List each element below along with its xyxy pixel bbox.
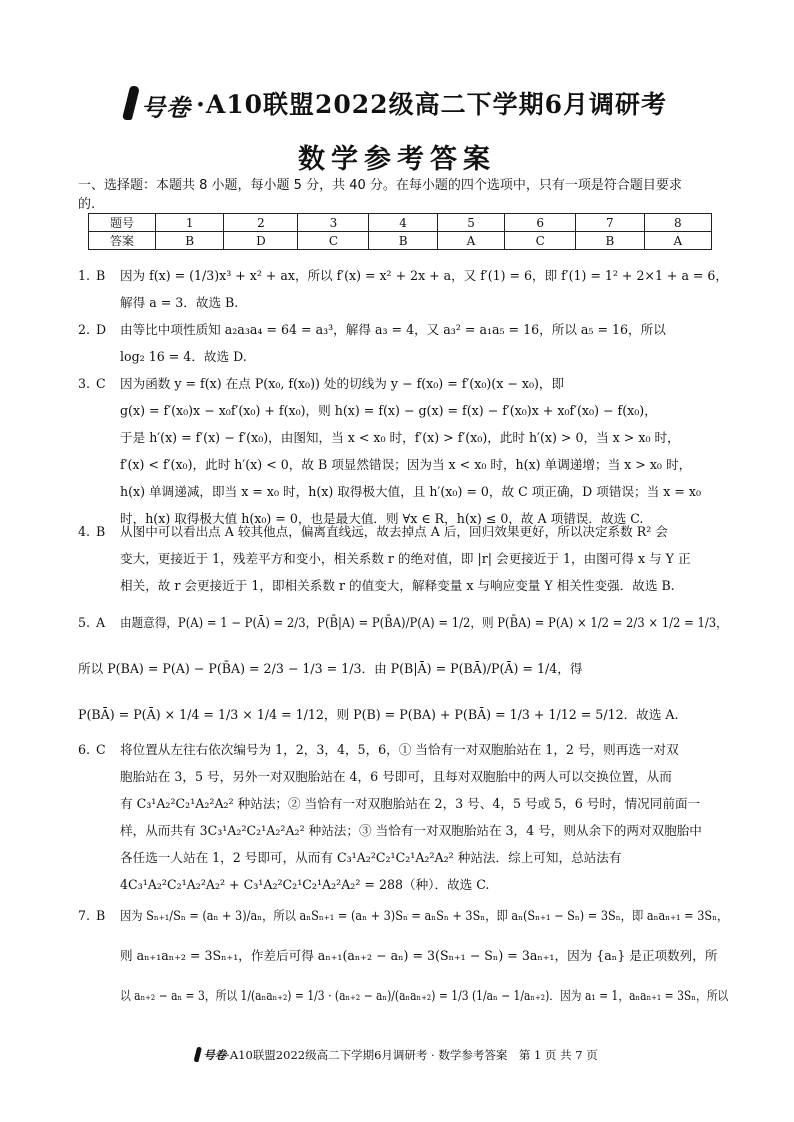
question-6 (78, 736, 728, 898)
section-heading-line: 一、选择题：本题共 8 小题，每小题 5 分，共 40 分。在每小题的四个选项中，只有一项是符合题目要求 (78, 178, 682, 193)
answer-table (88, 213, 712, 250)
question-number-cell: 1 (156, 214, 224, 232)
document-header (0, 82, 794, 176)
footer-brand: 号卷 (203, 1048, 227, 1062)
table-row-answers (89, 232, 712, 250)
solution-line: log₂ 16 = 4．故选 D. (120, 349, 247, 364)
question-3 (78, 370, 728, 532)
question-answer: C (96, 376, 106, 391)
solution-line: 由等比中项性质知 a₂a₃a₄ = 64 = a₃³，解得 a₃ = 4，又 a₃² = a₁a₅ = 16，所以 a₅ = 16，所以 (120, 322, 666, 337)
question-number: 7. (78, 908, 91, 923)
brand-logo (127, 82, 191, 123)
question-number: 6. (78, 742, 91, 757)
question-number-cell: 2 (224, 214, 298, 232)
solution-line: 所以 P(BA) = P(A) − P(B̄A) = 2/3 − 1/3 = 1/3．由 P(B|Ā) = P(BĀ)/P(Ā) = 1/4，得 (78, 661, 583, 676)
question-answer: C (96, 742, 106, 757)
solution-line: P(BĀ) = P(Ā) × 1/4 = 1/3 × 1/4 = 1/12，则 P(B) = P(BA) + P(BĀ) = 1/3 + 1/12 = 5/12．故选 A. (78, 707, 679, 722)
document-title: ·A10联盟2022级高二下学期6月调研考 (196, 89, 667, 119)
solution-line: 因为 Sₙ₊₁/Sₙ = (aₙ + 3)/aₙ，所以 aₙSₙ₊₁ = (aₙ + 3)Sₙ = aₙSₙ + 3Sₙ，即 aₙ(Sₙ₊₁ − Sₙ) = 3Sₙ，即 aₙaₙ₊₁ = 3Sₙ， (120, 908, 729, 923)
solution-line: 4C₃¹A₂²C₂¹A₂²A₂² + C₃¹A₂²C₂¹C₂¹A₂²A₂² = 288（种）．故选 C. (120, 877, 490, 892)
brand-name: 号卷 (141, 93, 192, 122)
solution-line: g(x) = f′(x₀)x − x₀f′(x₀) + f(x₀)，则 h(x) = f(x) − g(x) = f(x) − f′(x₀)x + x₀f′(x₀) − f(x₀)， (120, 403, 657, 418)
answer-cell: B (156, 232, 224, 250)
question-answer: D (96, 322, 107, 337)
answer-cell: A (437, 232, 504, 250)
answer-cell: B (369, 232, 437, 250)
question-number: 5. (78, 615, 91, 630)
solution-line: 各任选一人站在 1，2 号即可，从而有 C₃¹A₂²C₂¹C₂¹A₂²A₂² 种站法．综上可知，总站法有 (120, 850, 622, 865)
answer-cell: A (644, 232, 711, 250)
solution-line: 胞胎站在 3，5 号，另外一对双胞胎站在 4，6 号即可，且每对双胞胎中的两人可以交换位置，从而 (120, 769, 672, 784)
solution-line: 时，h(x) 取得极大值 h(x₀) = 0，也是最大值．则 ∀x ∈ R，h(x) ≤ 0，故 A 项错误．故选 C. (120, 511, 644, 526)
solution-line: f′(x) < f′(x₀)，此时 h′(x) < 0，故 B 项显然错误；因为当 x < x₀ 时，h(x) 单调递增；当 x > x₀ 时， (120, 457, 692, 472)
question-number-cell: 5 (437, 214, 504, 232)
question-answer: B (96, 268, 106, 283)
question-answer: B (96, 908, 106, 923)
solution-line: 因为函数 y = f(x) 在点 P(x₀, f(x₀)) 处的切线为 y − f(x₀) = f′(x₀)(x − x₀)，即 (120, 376, 565, 391)
table-row-numbers (89, 214, 712, 232)
solution-line: 将位置从左往右依次编号为 1，2，3，4，5，6，① 当恰有一对双胞胎站在 1，2 号，则再选一对双 (120, 742, 679, 757)
answer-cell: C (298, 232, 369, 250)
answer-cell: B (576, 232, 644, 250)
solution-line: 样，从而共有 3C₃¹A₂²C₂¹A₂²A₂² 种站法；③ 当恰有一对双胞胎站在 3，4 号，则从余下的两对双胞胎中 (120, 823, 702, 838)
question-number: 2. (78, 322, 91, 337)
solution-line: 从图中可以看出点 A 较其他点，偏离直线远，故去掉点 A 后，回归效果更好，所以决定系数 R² 会 (120, 524, 668, 539)
solution-line: 相关，故 r 会更接近于 1，即相关系数 r 的值变大，解释变量 x 与响应变量 Y 相关性变强．故选 B. (120, 578, 675, 593)
question-number-cell: 6 (505, 214, 576, 232)
solution-line: h(x) 单调递减，即当 x = x₀ 时，h(x) 取得极大值，且 h′(x₀) = 0，故 C 项正确，D 项错误；当 x = x₀ (120, 484, 702, 499)
question-answer: B (96, 524, 106, 539)
solution-line: 由题意得，P(A) = 1 − P(Ā) = 2/3，P(B̄|A) = P(B̄A)/P(A) = 1/2，则 P(B̄A) = P(A) × 1/2 = 2/3 × 1/2 = 1/3， (120, 615, 728, 630)
question-7 (78, 896, 728, 1016)
document-subtitle: 数学参考答案 (298, 144, 496, 175)
question-number-cell: 4 (369, 214, 437, 232)
brush-stroke-icon (194, 1047, 203, 1062)
question-number: 4. (78, 524, 91, 539)
answer-cell: C (505, 232, 576, 250)
question-answer: A (96, 615, 106, 630)
answer-cell: D (224, 232, 298, 250)
question-number: 3. (78, 376, 91, 391)
page-footer (0, 1044, 794, 1063)
solution-line: 于是 h′(x) = f′(x) − f′(x₀)，由图知，当 x < x₀ 时，f′(x) > f′(x₀)，此时 h′(x) > 0，当 x > x₀ 时， (120, 430, 680, 445)
brush-stroke-icon (122, 86, 140, 120)
row-label-number: 题号 (89, 214, 156, 232)
question-number-cell: 3 (298, 214, 369, 232)
solution-line: 解得 a = 3．故选 B. (120, 295, 239, 310)
question-4 (78, 518, 728, 599)
question-5 (78, 600, 728, 738)
solution-line: 以 aₙ₊₂ − aₙ = 3，所以 1/(aₙaₙ₊₂) = 1/3 · (aₙ₊₂ − aₙ)/(aₙaₙ₊₂) = 1/3 (1/aₙ − 1/aₙ₊₂)．因为 a₁ = 1，aₙaₙ₊₁ = 3Sₙ，所以 (120, 988, 729, 1003)
section-heading (78, 176, 718, 214)
question-2 (78, 316, 728, 370)
question-1 (78, 262, 728, 316)
solution-line: 变大，更接近于 1，残差平方和变小，相关系数 r 的绝对值，即 |r| 会更接近于 1，由图可得 x 与 Y 正 (120, 551, 691, 566)
section-heading-line: 的. (78, 197, 96, 212)
solution-line: 有 C₃¹A₂²C₂¹A₂²A₂² 种站法；② 当恰有一对双胞胎站在 2，3 号、4，5 号或 5，6 号时，情况同前面一 (120, 796, 701, 811)
question-number-cell: 8 (644, 214, 711, 232)
row-label-answer: 答案 (89, 232, 156, 250)
question-number: 1. (78, 268, 91, 283)
footer-text: ·A10联盟2022级高二下学期6月调研考 · 数学参考答案 第 1 页 共 7 页 (226, 1048, 598, 1062)
solution-line: 因为 f(x) = (1/3)x³ + x² + ax，所以 f′(x) = x² + 2x + a，又 f′(1) = 6，即 f′(1) = 1² + 2×1 + a = 6， (120, 268, 728, 283)
question-number-cell: 7 (576, 214, 644, 232)
solution-line: 则 aₙ₊₁aₙ₊₂ = 3Sₙ₊₁，作差后可得 aₙ₊₁(aₙ₊₂ − aₙ) = 3(Sₙ₊₁ − Sₙ) = 3aₙ₊₁，因为 {aₙ} 是正项数列，所 (120, 948, 718, 963)
